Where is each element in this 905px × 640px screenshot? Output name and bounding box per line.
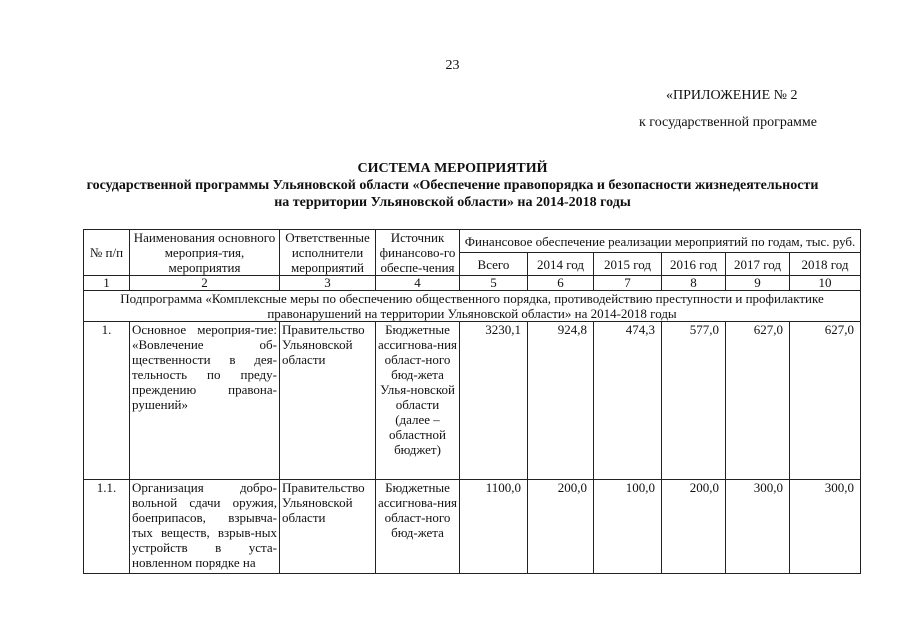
header-year: 2014 год: [528, 253, 594, 276]
title-line-3: на территории Ульяновской области» на 2014-2018 годы: [274, 195, 631, 210]
measures-table: [83, 229, 861, 574]
subprogram-row: [84, 291, 861, 322]
column-number: 1: [84, 276, 130, 291]
page-number: 23: [445, 58, 460, 73]
row-2018: 627,0: [790, 322, 861, 480]
header-row-1: [84, 230, 861, 253]
document-title: [0, 160, 905, 211]
row-source: Бюджетные ассигнова-ния област-ного бюд-жета: [376, 480, 460, 574]
header-source: Источник финансово-го обеспе-чения: [376, 230, 460, 276]
header-year: 2016 год: [662, 253, 726, 276]
column-number: 7: [594, 276, 662, 291]
row-2014: 924,8: [528, 322, 594, 480]
column-number: 2: [130, 276, 280, 291]
column-numbers-row: [84, 276, 861, 291]
header-name: Наименования основного мероприя-тия, мероприятия: [130, 230, 280, 276]
column-number: 5: [460, 276, 528, 291]
column-number: 9: [726, 276, 790, 291]
header-num: № п/п: [84, 230, 130, 276]
column-number: 10: [790, 276, 861, 291]
row-exec: Правительство Ульяновской области: [280, 480, 376, 574]
row-total: 1100,0: [460, 480, 528, 574]
header-year: 2015 год: [594, 253, 662, 276]
table-row: [84, 322, 861, 480]
header-exec: Ответственные исполнители мероприятий: [280, 230, 376, 276]
row-name: Основное мероприя-тие: «Вовлечение об-щественности в дея-тельность по преду-преждению правона-рушений»: [130, 322, 280, 480]
appendix-sublabel: к государственной программе: [639, 115, 817, 130]
row-2015: 474,3: [594, 322, 662, 480]
row-2017: 627,0: [726, 322, 790, 480]
table-row: [84, 480, 861, 574]
column-number: 8: [662, 276, 726, 291]
header-finance: Финансовое обеспечение реализации мероприятий по годам, тыс. руб.: [460, 230, 861, 253]
row-exec: Правительство Ульяновской области: [280, 322, 376, 480]
header-total: Всего: [460, 253, 528, 276]
title-line-1: СИСТЕМА МЕРОПРИЯТИЙ: [357, 161, 548, 176]
row-source: Бюджетные ассигнова-ния област-ного бюд-жета Улья-новской области (далее – областной бюджет): [376, 322, 460, 480]
subprogram-title: Подпрограмма «Комплексные меры по обеспечению общественного порядка, противодействию преступности и профилактике правонарушений на территории Ульяновской области» на 2014-2018 годы: [84, 291, 861, 322]
row-name: Организация добро-вольной сдачи оружия, боеприпасов, взрывча-тых веществ, взрыв-ных устройств в уста-новленном порядке на: [130, 480, 280, 574]
row-num: 1.1.: [84, 480, 130, 574]
appendix-label: «ПРИЛОЖЕНИЕ № 2: [666, 88, 798, 103]
row-2015: 100,0: [594, 480, 662, 574]
row-total: 3230,1: [460, 322, 528, 480]
header-year: 2017 год: [726, 253, 790, 276]
header-year: 2018 год: [790, 253, 861, 276]
column-number: 3: [280, 276, 376, 291]
row-2016: 577,0: [662, 322, 726, 480]
column-number: 6: [528, 276, 594, 291]
row-2014: 200,0: [528, 480, 594, 574]
row-num: 1.: [84, 322, 130, 480]
row-2016: 200,0: [662, 480, 726, 574]
column-number: 4: [376, 276, 460, 291]
row-2018: 300,0: [790, 480, 861, 574]
title-line-2: государственной программы Ульяновской области «Обеспечение правопорядка и безопасности жизнедеятельности: [86, 178, 819, 193]
row-2017: 300,0: [726, 480, 790, 574]
